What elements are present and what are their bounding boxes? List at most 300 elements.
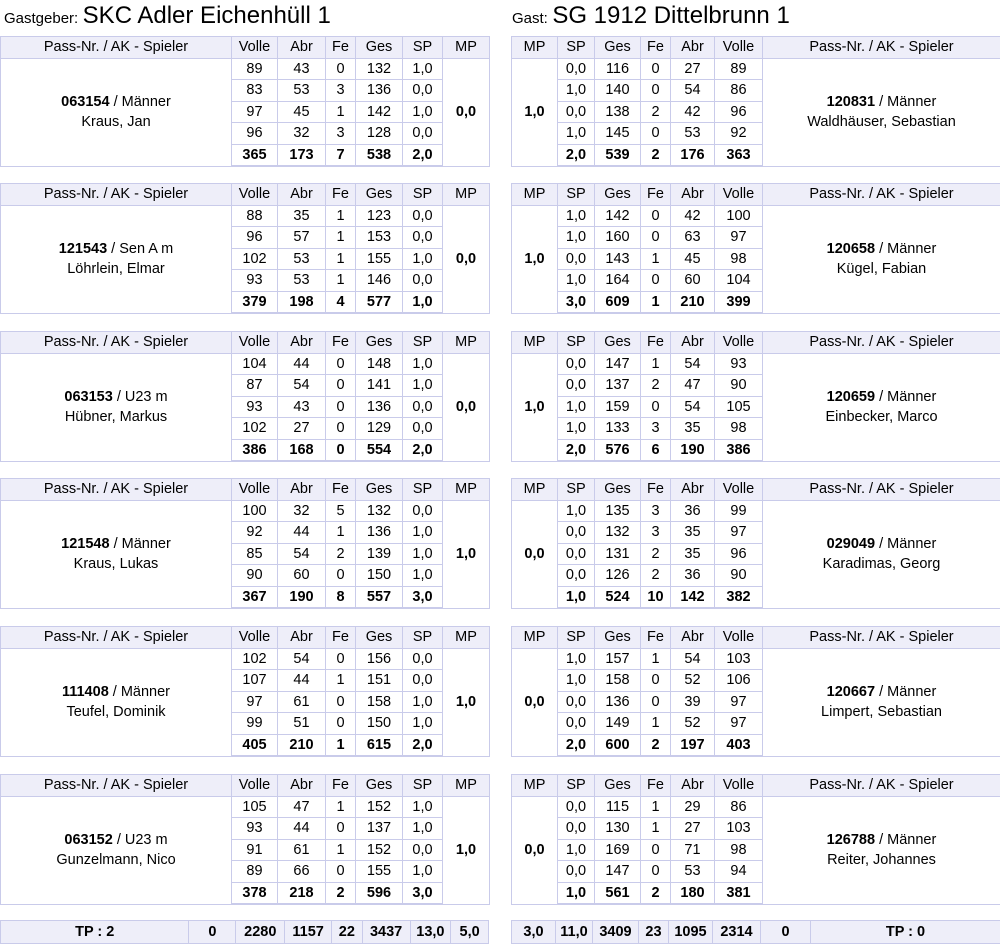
column-header: Ges (356, 627, 403, 649)
score-cell: 0 (641, 861, 671, 883)
sum-cell: 576 (595, 439, 641, 461)
score-cell: 1,0 (558, 500, 595, 522)
right-player-age-class: / Männer (875, 241, 937, 257)
right-player-cell (763, 796, 1000, 904)
score-cell: 86 (715, 80, 763, 102)
column-header: Ges (356, 37, 403, 59)
left-player-cell (1, 353, 232, 461)
score-cell: 96 (232, 123, 278, 145)
guest-label: Gast: (512, 10, 548, 27)
score-cell: 1 (641, 648, 671, 670)
right-player-name: Kügel, Fabian (836, 261, 927, 277)
sum-cell: 3,0 (403, 586, 443, 608)
table-header-row (512, 332, 1000, 354)
score-cell: 158 (595, 670, 641, 692)
score-cell: 2 (641, 375, 671, 397)
table-header-row (1, 184, 490, 206)
left-player-age-class: / Sen A m (107, 241, 174, 257)
score-cell: 1 (641, 713, 671, 735)
column-header: Pass-Nr. / AK - Spieler (1, 184, 232, 206)
score-cell: 53 (278, 248, 326, 270)
score-cell: 104 (715, 270, 763, 292)
score-cell: 0,0 (558, 353, 595, 375)
right-player-id-line (763, 92, 1000, 112)
right-player-cell (763, 648, 1000, 756)
score-cell: 0 (641, 839, 671, 861)
score-cell: 132 (356, 58, 403, 80)
left-player-pass-number: 063154 (61, 94, 110, 110)
column-header: Volle (232, 184, 278, 206)
score-cell: 0,0 (558, 248, 595, 270)
column-header: SP (558, 184, 595, 206)
right-player-pass-number: 120659 (826, 389, 876, 405)
score-cell: 150 (356, 565, 403, 587)
score-cell: 136 (356, 396, 403, 418)
column-header: Pass-Nr. / AK - Spieler (763, 37, 1000, 59)
score-cell: 96 (715, 543, 763, 565)
score-cell: 0,0 (558, 522, 595, 544)
left-player-id-line (1, 387, 231, 407)
sum-cell: 561 (595, 882, 641, 904)
score-cell: 0,0 (558, 543, 595, 565)
score-cell: 0,0 (403, 396, 443, 418)
score-cell: 1,0 (403, 691, 443, 713)
score-cell: 145 (595, 123, 641, 145)
score-cell: 2 (641, 101, 671, 123)
score-cell: 1,0 (558, 839, 595, 861)
score-cell: 53 (278, 270, 326, 292)
score-cell: 164 (595, 270, 641, 292)
score-cell: 3 (641, 418, 671, 440)
sum-cell: 1 (641, 291, 671, 313)
score-cell: 47 (671, 375, 715, 397)
column-header: SP (558, 627, 595, 649)
column-header: Abr (278, 184, 326, 206)
score-cell: 133 (595, 418, 641, 440)
sum-cell: 399 (715, 291, 763, 313)
right-player-id-line (763, 830, 1000, 850)
left-player-id-line (1, 239, 231, 259)
score-cell: 0 (326, 58, 356, 80)
score-cell: 3 (641, 500, 671, 522)
throw-row (1, 500, 490, 522)
score-cell: 131 (595, 543, 641, 565)
column-header: Volle (715, 184, 763, 206)
guest-total-zero: 0 (761, 921, 811, 944)
score-cell: 43 (278, 396, 326, 418)
score-cell: 97 (715, 713, 763, 735)
score-cell: 0 (326, 375, 356, 397)
score-cell: 157 (595, 648, 641, 670)
throw-row (512, 58, 1000, 80)
score-cell: 87 (232, 375, 278, 397)
score-cell: 54 (671, 80, 715, 102)
score-cell: 0 (641, 396, 671, 418)
sum-cell: 8 (326, 586, 356, 608)
score-cell: 0 (641, 58, 671, 80)
column-header: MP (443, 627, 490, 649)
score-cell: 151 (356, 670, 403, 692)
sum-cell: 379 (232, 291, 278, 313)
score-cell: 0,0 (558, 691, 595, 713)
right-player-pass-number: 120667 (826, 684, 876, 700)
score-cell: 53 (671, 123, 715, 145)
sum-cell: 1,0 (403, 291, 443, 313)
column-header: Volle (232, 332, 278, 354)
table-header-row (512, 37, 1000, 59)
score-cell: 52 (671, 670, 715, 692)
score-cell: 132 (356, 500, 403, 522)
guest-player-table (511, 478, 1000, 609)
host-total-sp: 13,0 (410, 921, 451, 944)
score-cell: 146 (356, 270, 403, 292)
column-header: SP (558, 332, 595, 354)
sum-cell: 10 (641, 586, 671, 608)
column-header: Abr (671, 184, 715, 206)
column-header: SP (403, 627, 443, 649)
guest-total-fe: 23 (639, 921, 669, 944)
score-cell: 88 (232, 205, 278, 227)
left-match-points: 0,0 (443, 58, 490, 166)
right-player-age-class: / Männer (875, 684, 937, 700)
host-total-ges: 3437 (362, 921, 410, 944)
column-header: Ges (356, 332, 403, 354)
host-total-volle: 2280 (236, 921, 285, 944)
host-team-header (4, 2, 331, 32)
left-player-name: Teufel, Dominik (66, 704, 166, 720)
host-player-table (0, 478, 490, 609)
column-header: Ges (595, 332, 641, 354)
guest-total-mp: 3,0 (512, 921, 556, 944)
score-cell: 1 (326, 270, 356, 292)
sum-cell: 609 (595, 291, 641, 313)
right-player-name: Limpert, Sebastian (821, 704, 942, 720)
score-cell: 27 (671, 58, 715, 80)
column-header: Abr (278, 627, 326, 649)
score-cell: 0,0 (558, 818, 595, 840)
guest-total-tp: TP : 0 (811, 921, 1000, 944)
column-header: Volle (715, 479, 763, 501)
sum-cell: 405 (232, 734, 278, 756)
score-cell: 1,0 (403, 565, 443, 587)
left-player-id-line (1, 682, 231, 702)
score-cell: 35 (671, 522, 715, 544)
sum-cell: 2 (641, 144, 671, 166)
column-header: Abr (278, 332, 326, 354)
host-total-tp: TP : 2 (1, 921, 189, 944)
column-header: Ges (356, 184, 403, 206)
score-cell: 45 (671, 248, 715, 270)
score-cell: 0 (641, 670, 671, 692)
score-cell: 97 (232, 101, 278, 123)
sum-cell: 4 (326, 291, 356, 313)
score-cell: 158 (356, 691, 403, 713)
score-cell: 103 (715, 648, 763, 670)
column-header: Pass-Nr. / AK - Spieler (763, 775, 1000, 797)
column-header: SP (403, 479, 443, 501)
score-cell: 1,0 (558, 396, 595, 418)
score-cell: 0 (326, 565, 356, 587)
sum-cell: 365 (232, 144, 278, 166)
score-cell: 1,0 (403, 861, 443, 883)
right-player-cell (763, 58, 1000, 166)
score-cell: 128 (356, 123, 403, 145)
column-header: Pass-Nr. / AK - Spieler (763, 184, 1000, 206)
sum-cell: 2,0 (403, 734, 443, 756)
left-player-pass-number: 121543 (58, 241, 108, 257)
score-cell: 85 (232, 543, 278, 565)
score-cell: 54 (671, 396, 715, 418)
score-cell: 1,0 (403, 818, 443, 840)
column-header: Pass-Nr. / AK - Spieler (1, 775, 232, 797)
sum-cell: 539 (595, 144, 641, 166)
score-cell: 35 (671, 543, 715, 565)
score-cell: 1 (326, 101, 356, 123)
right-match-points: 0,0 (512, 500, 558, 608)
score-cell: 61 (278, 839, 326, 861)
sum-cell: 378 (232, 882, 278, 904)
score-cell: 0,0 (558, 565, 595, 587)
sum-cell: 142 (671, 586, 715, 608)
score-cell: 1 (641, 248, 671, 270)
score-cell: 89 (715, 58, 763, 80)
score-cell: 1,0 (403, 375, 443, 397)
score-cell: 90 (715, 565, 763, 587)
column-header: Fe (641, 775, 671, 797)
score-cell: 71 (671, 839, 715, 861)
table-header-row (1, 37, 490, 59)
score-cell: 44 (278, 522, 326, 544)
score-cell: 136 (356, 80, 403, 102)
sum-cell: 190 (278, 586, 326, 608)
score-cell: 53 (278, 80, 326, 102)
score-cell: 1 (326, 205, 356, 227)
column-header: Fe (326, 332, 356, 354)
score-cell: 57 (278, 227, 326, 249)
score-cell: 1 (326, 670, 356, 692)
host-player-table (0, 774, 490, 905)
host-team-name: SKC Adler Eichenhüll 1 (82, 2, 331, 29)
column-header: SP (403, 332, 443, 354)
score-cell: 0,0 (403, 80, 443, 102)
sum-cell: 557 (356, 586, 403, 608)
score-cell: 155 (356, 861, 403, 883)
table-header-row (512, 627, 1000, 649)
score-cell: 1,0 (403, 58, 443, 80)
left-player-cell (1, 796, 232, 904)
right-player-pass-number: 126788 (826, 832, 876, 848)
score-cell: 102 (232, 648, 278, 670)
score-cell: 0 (326, 713, 356, 735)
left-player-age-class: / Männer (109, 536, 171, 552)
score-cell: 97 (232, 691, 278, 713)
sum-cell: 2,0 (558, 734, 595, 756)
left-player-age-class: / Männer (109, 94, 171, 110)
score-cell: 45 (278, 101, 326, 123)
column-header: Volle (232, 479, 278, 501)
score-cell: 150 (356, 713, 403, 735)
column-header: MP (512, 332, 558, 354)
column-header: Volle (715, 332, 763, 354)
sum-cell: 180 (671, 882, 715, 904)
column-header: Ges (595, 37, 641, 59)
right-player-cell (763, 500, 1000, 608)
column-header: Ges (595, 479, 641, 501)
score-cell: 1,0 (558, 205, 595, 227)
score-cell: 160 (595, 227, 641, 249)
sum-cell: 1,0 (558, 882, 595, 904)
score-cell: 0 (326, 818, 356, 840)
score-cell: 1 (641, 353, 671, 375)
throw-row (512, 500, 1000, 522)
left-player-age-class: / U23 m (112, 832, 168, 848)
sum-cell: 1,0 (558, 586, 595, 608)
score-cell: 2 (641, 543, 671, 565)
left-player-name: Löhrlein, Elmar (67, 261, 165, 277)
sum-cell: 197 (671, 734, 715, 756)
score-cell: 43 (278, 58, 326, 80)
column-header: MP (512, 184, 558, 206)
score-cell: 91 (232, 839, 278, 861)
score-cell: 0,0 (403, 418, 443, 440)
score-cell: 39 (671, 691, 715, 713)
left-player-name: Hübner, Markus (64, 409, 168, 425)
left-player-cell (1, 500, 232, 608)
score-cell: 44 (278, 818, 326, 840)
column-header: Fe (326, 184, 356, 206)
sum-cell: 3,0 (403, 882, 443, 904)
score-cell: 60 (278, 565, 326, 587)
host-total-mp: 5,0 (451, 921, 489, 944)
sum-cell: 382 (715, 586, 763, 608)
sum-cell: 2,0 (558, 439, 595, 461)
column-header: MP (443, 184, 490, 206)
guest-player-table (511, 183, 1000, 314)
host-total-abr: 1157 (285, 921, 332, 944)
score-cell: 5 (326, 500, 356, 522)
score-cell: 2 (641, 565, 671, 587)
host-player-table (0, 331, 490, 462)
column-header: Abr (671, 37, 715, 59)
score-cell: 3 (326, 123, 356, 145)
score-cell: 96 (232, 227, 278, 249)
score-cell: 0 (326, 396, 356, 418)
score-cell: 0 (641, 691, 671, 713)
score-cell: 93 (232, 818, 278, 840)
right-match-points: 0,0 (512, 648, 558, 756)
score-cell: 123 (356, 205, 403, 227)
right-player-cell (763, 353, 1000, 461)
guest-player-table (511, 36, 1000, 167)
table-header-row (1, 332, 490, 354)
score-cell: 0,0 (558, 375, 595, 397)
column-header: SP (558, 775, 595, 797)
score-cell: 148 (356, 353, 403, 375)
score-cell: 51 (278, 713, 326, 735)
guest-player-table (511, 774, 1000, 905)
sum-cell: 210 (671, 291, 715, 313)
column-header: Fe (326, 37, 356, 59)
score-cell: 159 (595, 396, 641, 418)
column-header: MP (443, 479, 490, 501)
sum-cell: 2,0 (403, 144, 443, 166)
score-cell: 130 (595, 818, 641, 840)
score-cell: 138 (595, 101, 641, 123)
guest-player-table (511, 626, 1000, 757)
score-cell: 93 (232, 270, 278, 292)
column-header: SP (403, 775, 443, 797)
throw-row (512, 353, 1000, 375)
throw-row (1, 205, 490, 227)
score-cell: 98 (715, 418, 763, 440)
left-player-name: Gunzelmann, Nico (56, 852, 176, 868)
score-cell: 103 (715, 818, 763, 840)
column-header: Ges (595, 775, 641, 797)
score-cell: 107 (232, 670, 278, 692)
sum-cell: 168 (278, 439, 326, 461)
column-header: Ges (595, 627, 641, 649)
score-cell: 102 (232, 418, 278, 440)
score-cell: 42 (671, 205, 715, 227)
score-cell: 92 (232, 522, 278, 544)
score-cell: 136 (356, 522, 403, 544)
column-header: Volle (715, 627, 763, 649)
table-header-row (1, 479, 490, 501)
score-cell: 143 (595, 248, 641, 270)
column-header: Abr (671, 332, 715, 354)
score-cell: 54 (671, 648, 715, 670)
score-cell: 0 (641, 80, 671, 102)
column-header: SP (558, 37, 595, 59)
column-header: MP (443, 37, 490, 59)
score-cell: 141 (356, 375, 403, 397)
left-player-name: Kraus, Jan (81, 114, 151, 130)
score-cell: 83 (232, 80, 278, 102)
score-cell: 47 (278, 796, 326, 818)
column-header: Ges (356, 479, 403, 501)
left-player-id-line (1, 92, 231, 112)
column-header: Abr (278, 37, 326, 59)
score-cell: 90 (715, 375, 763, 397)
column-header: Pass-Nr. / AK - Spieler (1, 37, 232, 59)
score-cell: 1,0 (558, 418, 595, 440)
column-header: MP (512, 479, 558, 501)
score-cell: 0,0 (558, 101, 595, 123)
column-header: Abr (278, 775, 326, 797)
right-player-pass-number: 120658 (826, 241, 876, 257)
throw-row (512, 205, 1000, 227)
sum-cell: 615 (356, 734, 403, 756)
score-cell: 54 (278, 375, 326, 397)
score-cell: 97 (715, 522, 763, 544)
sum-cell: 210 (278, 734, 326, 756)
score-cell: 3 (326, 80, 356, 102)
host-totals-row (0, 920, 489, 944)
score-cell: 1,0 (558, 670, 595, 692)
table-header-row (512, 479, 1000, 501)
column-header: MP (512, 627, 558, 649)
score-cell: 54 (671, 353, 715, 375)
score-cell: 0,0 (403, 123, 443, 145)
column-header: Abr (671, 479, 715, 501)
column-header: Volle (715, 775, 763, 797)
table-header-row (512, 184, 1000, 206)
score-cell: 1 (326, 227, 356, 249)
score-cell: 1 (326, 248, 356, 270)
right-player-name: Reiter, Johannes (827, 852, 936, 868)
column-header: Pass-Nr. / AK - Spieler (1, 627, 232, 649)
left-match-points: 1,0 (443, 648, 490, 756)
